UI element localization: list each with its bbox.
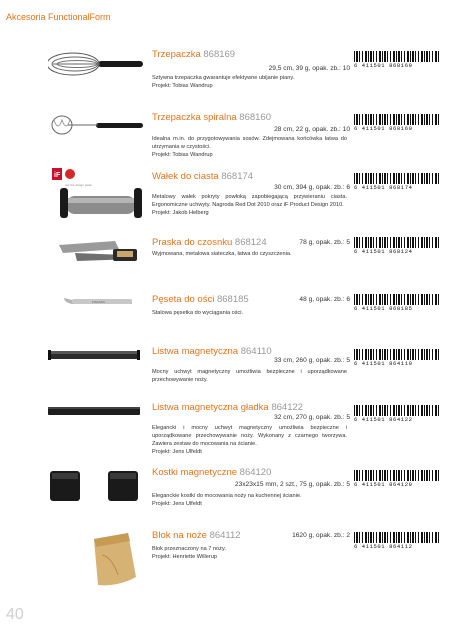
- barcode: [354, 405, 440, 422]
- garlic-press-image: [55, 235, 145, 272]
- product-description: [152, 492, 347, 508]
- product-title: [152, 530, 241, 541]
- product-spec: 78 g, opak. zb.: 5: [299, 239, 350, 246]
- barcode: [354, 114, 440, 131]
- product-title: [152, 112, 271, 123]
- whisk-image: [48, 49, 143, 84]
- product-spec: 33 cm, 260 g, opak. zb.: 5: [274, 357, 350, 364]
- desc-line: Projekt: Jens Ulfeldt: [152, 449, 202, 455]
- barcode-number: 6 411501 868124: [354, 248, 440, 255]
- product-title: [152, 402, 303, 413]
- magnetic-cubes-image: [50, 467, 140, 508]
- product-code: 864122: [271, 402, 304, 413]
- barcode-number: 6 411501 864112: [354, 543, 440, 550]
- product-code: 864110: [240, 346, 272, 357]
- product-spec: 30 cm, 394 g, opak. zb.: 6: [274, 184, 350, 191]
- desc-line: Idealna m.in. do przygotowywania sosów. Zdejmowana końcówka łatwa do utrzymania w czystości.: [152, 136, 347, 150]
- product-name: Blok na noże: [152, 530, 207, 541]
- product-name: Listwa magnetyczna: [152, 346, 239, 357]
- product-name: Praska do czosnku: [152, 237, 233, 248]
- spiral-whisk-image: [48, 110, 143, 145]
- desc-line: Projekt: Jens Ulfeldt: [152, 501, 202, 507]
- desc-line: Wyjmowana, metalowa siateczka, łatwa do czyszczenia.: [152, 251, 292, 257]
- product-title: [152, 346, 272, 357]
- barcode-number: 6 411501 864122: [354, 416, 440, 423]
- barcode-number: 6 411501 868185: [354, 305, 440, 312]
- product-title: [152, 237, 267, 248]
- product-spec: 32 cm, 270 g, opak. zb.: 5: [274, 414, 350, 421]
- smooth-magnetic-strip-image: [48, 404, 140, 422]
- barcode: [354, 349, 440, 366]
- rolling-pin-image: [50, 170, 150, 235]
- product-description: [152, 368, 347, 384]
- barcode: [354, 51, 440, 68]
- barcode: [354, 470, 440, 487]
- product-description: [152, 193, 347, 217]
- product-title: [152, 49, 235, 60]
- product-title: [152, 294, 249, 305]
- barcode-number: 6 411501 868174: [354, 184, 440, 191]
- fish-bone-tweezers-image: [62, 294, 134, 315]
- product-spec: 48 g, opak. zb.: 6: [299, 296, 350, 303]
- desc-line: Metalowy wałek pokryty powłoką zapobiegającą przywieraniu ciasta. Ergonomiczne uchwyty. Nagroda Red Dot 2010 oraz iF Product Design 2010.: [152, 194, 347, 208]
- product-spec: 29,5 cm, 39 g, opak. zb.: 10: [268, 65, 350, 72]
- product-name: Wałek do ciasta: [152, 171, 219, 182]
- product-name: Trzepaczka: [152, 49, 201, 60]
- product-code: 868160: [239, 112, 271, 123]
- svg-text:FISKARS: FISKARS: [92, 300, 105, 304]
- barcode-number: 6 411501 868169: [354, 62, 440, 69]
- catalog-section-title: Akcesoria FunctionalForm: [6, 12, 111, 22]
- knife-block-image: [88, 531, 138, 592]
- desc-line: Stalowa pęsetka do wyciągania ości.: [152, 310, 244, 316]
- svg-text:red dot design award: red dot design award: [65, 183, 92, 187]
- product-code: 868174: [221, 171, 254, 182]
- product-code: 868124: [234, 237, 267, 248]
- desc-line: Projekt: Tobias Wandrup: [152, 152, 213, 158]
- product-description: [152, 424, 347, 456]
- svg-text:iF: iF: [54, 172, 61, 179]
- product-code: 864112: [209, 530, 241, 541]
- desc-line: Mocny uchwyt magnetyczny umożliwia bezpieczne i uporządkowane przechowywanie noży.: [152, 369, 347, 383]
- desc-line: Blok przeznaczony na 7 noży.: [152, 546, 226, 552]
- product-code: 868185: [216, 294, 249, 305]
- barcode-number: 6 411501 864120: [354, 481, 440, 488]
- magnetic-strip-image: [48, 348, 140, 366]
- barcode-number: 6 411501 864110: [354, 360, 440, 367]
- desc-line: Projekt: Henriette Willerup: [152, 554, 217, 560]
- desc-line: Sztywna trzepaczka gwarantuje efektywne ubijanie piany.: [152, 75, 295, 81]
- barcode: [354, 532, 440, 549]
- product-spec: 23x23x15 mm, 2 szt., 75 g, opak. zb.: 5: [234, 481, 350, 488]
- product-code: 864120: [239, 467, 272, 478]
- product-description: [152, 545, 347, 561]
- product-spec: 28 cm, 22 g, opak. zb.: 10: [274, 126, 350, 133]
- desc-line: Elegancki i mocny uchwyt magnetyczny umożliwia bezpieczne i uporządkowane przechowywanie noży. Wykonany z czarnego tworzywa. Zawiera zestaw do mocowania na ścianie.: [152, 425, 347, 447]
- barcode-number: 6 411501 868160: [354, 125, 440, 132]
- product-name: Listwa magnetyczna gładka: [152, 402, 269, 413]
- product-name: Kostki magnetyczne: [152, 467, 238, 478]
- page-number: 40: [6, 606, 24, 623]
- product-title: [152, 467, 271, 478]
- product-name: Trzepaczka spiralna: [152, 112, 237, 123]
- desc-line: Projekt: Jakob Helberg: [152, 210, 209, 216]
- product-title: [152, 171, 253, 182]
- product-description: [152, 74, 347, 90]
- product-name: Pęseta do ości: [152, 294, 215, 305]
- product-description: [152, 135, 347, 159]
- barcode: [354, 294, 440, 311]
- desc-line: Eleganckie kostki do mocowania noży na kuchennej ścianie.: [152, 493, 302, 499]
- product-description: [152, 250, 347, 258]
- product-code: 868169: [203, 49, 236, 60]
- desc-line: Projekt: Tobias Wandrup: [152, 83, 213, 89]
- product-spec: 1620 g, opak. zb.: 2: [292, 532, 350, 539]
- barcode: [354, 173, 440, 190]
- barcode: [354, 237, 440, 254]
- product-description: [152, 309, 347, 317]
